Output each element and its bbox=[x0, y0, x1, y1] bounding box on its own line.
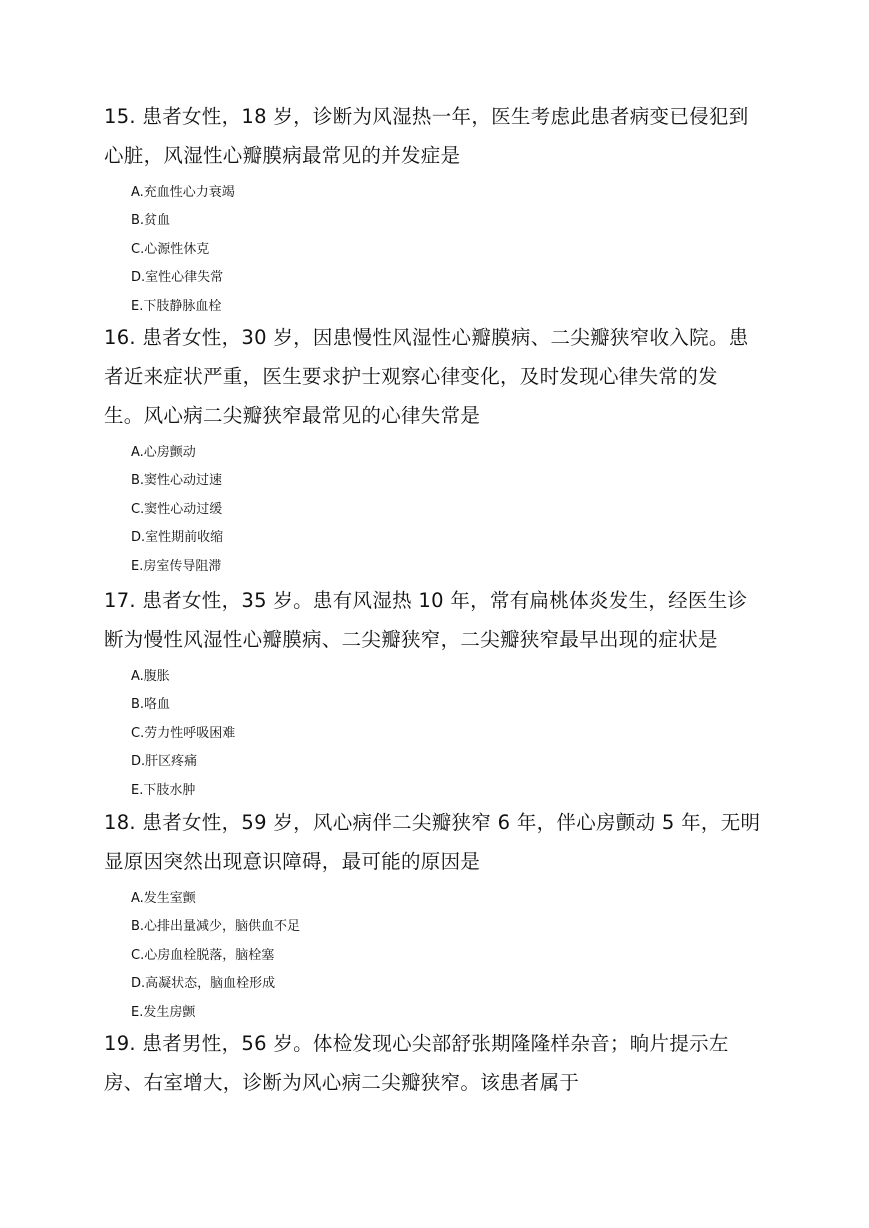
option-b: B.咯血 bbox=[131, 697, 171, 713]
question-15-line-1: 15. 患者女性，18 岁，诊断为风湿热一年，医生考虑此患者病变已侵犯到 bbox=[104, 105, 749, 128]
question-16-line-2: 者近来症状严重，医生要求护士观察心律变化，及时发现心律失常的发 bbox=[104, 365, 718, 388]
question-17-line-2: 断为慢性风湿性心瓣膜病、二尖瓣狭窄，二尖瓣狭窄最早出现的症状是 bbox=[104, 628, 718, 651]
option-a: A.腹胀 bbox=[131, 669, 170, 684]
option-e: E.发生房颤 bbox=[131, 1004, 196, 1020]
question-17-options bbox=[104, 663, 764, 805]
question-17 bbox=[104, 581, 764, 805]
option-a: A.发生室颤 bbox=[131, 891, 196, 906]
option-c: C.窦性心动过缓 bbox=[131, 501, 223, 517]
question-18-line-2: 显原因突然出现意识障碍，最可能的原因是 bbox=[104, 850, 481, 873]
option-e: E.房室传导阻滞 bbox=[131, 558, 222, 574]
option-d: D.室性期前收缩 bbox=[131, 530, 224, 546]
question-19 bbox=[104, 1024, 764, 1102]
option-a: A.心房颤动 bbox=[131, 445, 196, 460]
option-d: D.肝区疼痛 bbox=[131, 754, 198, 770]
question-19-line-1: 19. 患者男性，56 岁。体检发现心尖部舒张期隆隆样杂音；晌片提示左 bbox=[104, 1032, 729, 1055]
option-b: B.窦性心动过速 bbox=[131, 473, 223, 489]
option-e: E.下肢静脉血栓 bbox=[131, 298, 222, 314]
question-16-line-1: 16. 患者女性，30 岁，因患慢性风湿性心瓣膜病、二尖瓣狭窄收入院。患 bbox=[104, 326, 749, 349]
question-16 bbox=[104, 318, 764, 581]
question-15 bbox=[104, 97, 764, 321]
question-18-line-1: 18. 患者女性，59 岁，风心病伴二尖瓣狭窄 6 年，伴心房颤动 5 年，无明 bbox=[104, 811, 761, 834]
option-d: D.高凝状态，脑血栓形成 bbox=[131, 976, 276, 992]
option-b: B.贫血 bbox=[131, 213, 171, 229]
option-c: C.心房血栓脱落，脑栓塞 bbox=[131, 947, 275, 963]
option-c: C.劳力性呼吸困难 bbox=[131, 725, 236, 741]
question-18-options bbox=[104, 885, 764, 1027]
question-19-line-2: 房、右室增大，诊断为风心病二尖瓣狭窄。该患者属于 bbox=[104, 1071, 580, 1094]
option-d: D.室性心律失常 bbox=[131, 270, 224, 286]
option-e: E.下肢水肿 bbox=[131, 782, 196, 798]
question-15-line-2: 心脏，风湿性心瓣膜病最常见的并发症是 bbox=[104, 144, 461, 167]
option-a: A.充血性心力衰竭 bbox=[131, 185, 235, 200]
question-17-line-1: 17. 患者女性，35 岁。患有风湿热 10 年，常有扁桃体炎发生，经医生诊 bbox=[104, 589, 748, 612]
option-c: C.心源性休克 bbox=[131, 241, 210, 257]
question-16-options bbox=[104, 439, 764, 581]
question-18 bbox=[104, 803, 764, 1027]
option-b: B.心排出量减少，脑供血不足 bbox=[131, 919, 301, 935]
question-15-options bbox=[104, 179, 764, 321]
question-16-line-3: 生。风心病二尖瓣狭窄最常见的心律失常是 bbox=[104, 404, 481, 427]
